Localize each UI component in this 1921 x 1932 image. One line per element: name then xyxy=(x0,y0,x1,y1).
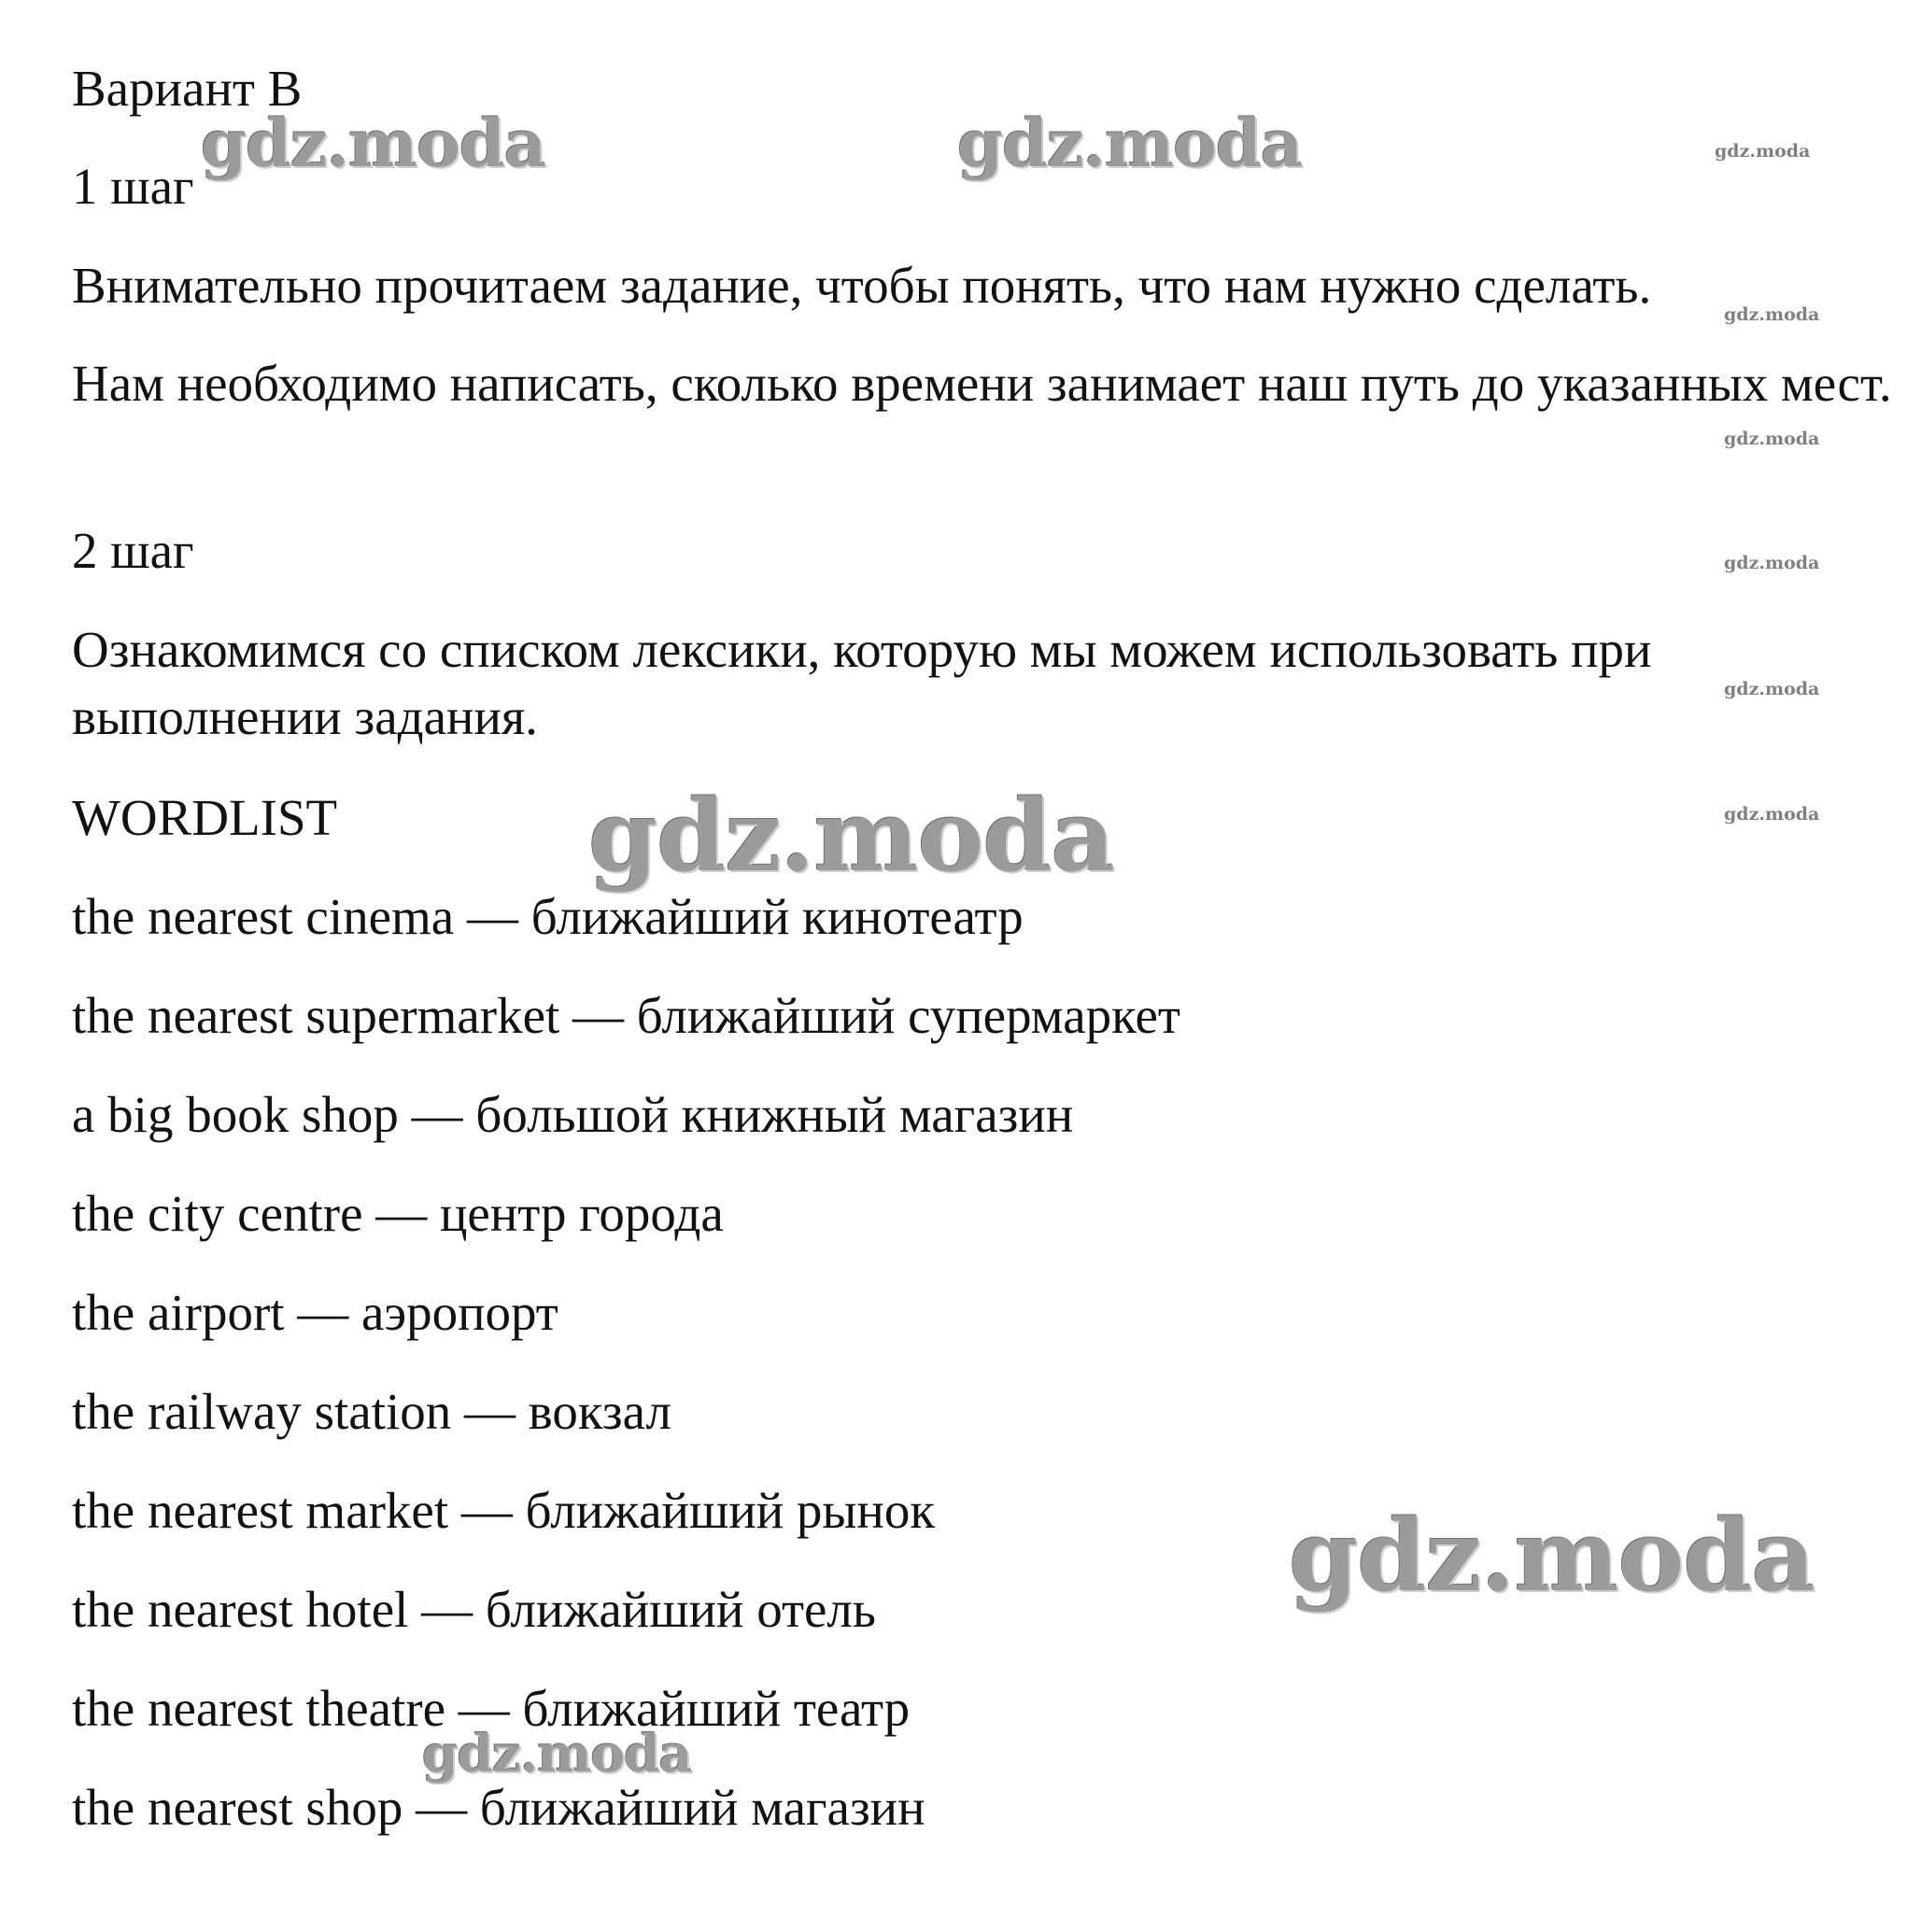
list-item: the nearest shop — ближайший магазин xyxy=(72,1779,925,1836)
task-text: Нам необходимо написать, сколько времени занимает наш путь до указанных мест. xyxy=(72,355,1892,412)
step2-text: Ознакомимся со списком лексики, которую мы можем использовать при выполнении задания. xyxy=(72,621,1652,745)
list-item: the nearest market — ближайший рынок xyxy=(72,1482,936,1539)
watermark: gdz.moda xyxy=(1289,1497,1815,1614)
list-item: the nearest supermarket — ближайший супермаркет xyxy=(72,987,1180,1044)
watermark: gdz.moda xyxy=(1724,304,1820,325)
watermark: gdz.moda xyxy=(957,105,1303,182)
watermark: gdz.moda xyxy=(1724,553,1820,573)
list-item: a big book shop — большой книжный магазин xyxy=(72,1086,1074,1143)
list-item: the railway station — вокзал xyxy=(72,1383,671,1440)
step2-label: 2 шаг xyxy=(72,522,194,579)
watermark: gdz.moda xyxy=(201,105,546,182)
watermark: gdz.moda xyxy=(588,777,1114,894)
watermark: gdz.moda xyxy=(1724,804,1820,825)
step1-label: 1 шаг xyxy=(72,158,194,215)
variant-title: Вариант В xyxy=(72,60,303,117)
list-item: the city centre — центр города xyxy=(72,1185,724,1242)
list-item: the nearest theatre — ближайший театр xyxy=(72,1680,911,1737)
watermark: gdz.moda xyxy=(422,1723,692,1784)
list-item: the nearest cinema — ближайший кинотеатр xyxy=(72,888,1024,945)
watermark: gdz.moda xyxy=(1715,141,1811,162)
watermark: gdz.moda xyxy=(1724,429,1820,449)
watermark: gdz.moda xyxy=(1724,679,1820,699)
wordlist-title: WORDLIST xyxy=(72,789,338,846)
list-item: the airport — аэропорт xyxy=(72,1284,558,1341)
list-item: the nearest hotel — ближайший отель xyxy=(72,1581,876,1638)
step1-text: Внимательно прочитаем задание, чтобы понять, что нам нужно сделать. xyxy=(72,257,1652,314)
